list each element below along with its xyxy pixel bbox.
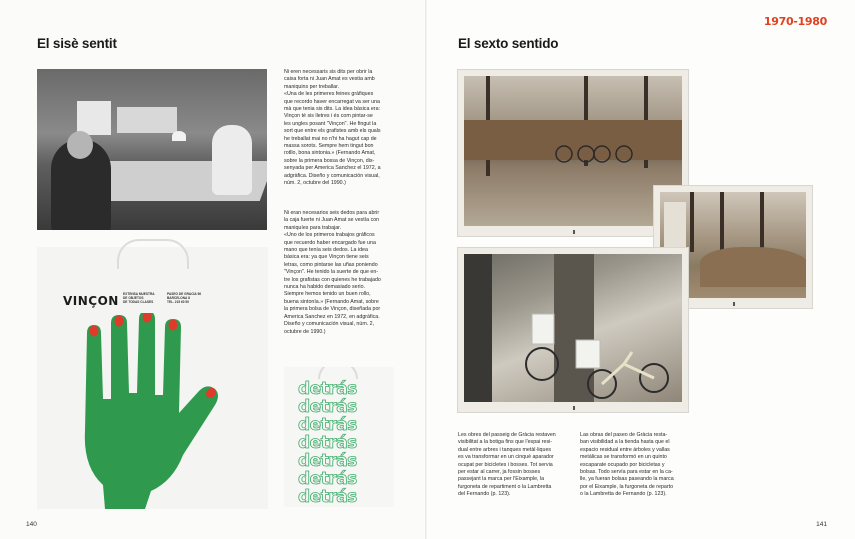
right-page-title: El sexto sentido — [458, 36, 559, 51]
detras-word-5: detrás — [298, 451, 357, 471]
detras-word-2: detrás — [298, 397, 357, 417]
right-page-number: 141 — [816, 521, 827, 528]
left-page-number: 140 — [26, 521, 37, 528]
photo-mark — [733, 302, 735, 306]
photo-mark — [573, 230, 575, 234]
nail-1 — [90, 326, 99, 337]
hand-shape — [85, 313, 218, 509]
caption-catalan: Les obres del passeig de Gràcia restaven visibilitat a la botiga fins que l'espai resi- dual entre arbres i tanques metàl·liques es va transformar en un cinquè aparador ocupat per bicicletes i bosses. Tot servia per estar al carrer, ja fossin bosses passejant la marca per l'Eixample, la furgoneta de repartiment o la Lambretta del Fernando (p. 123). — [458, 432, 556, 498]
office-shelf — [117, 107, 177, 133]
bag-handle — [117, 239, 189, 269]
nail-4 — [169, 320, 178, 331]
office-woman — [212, 125, 252, 195]
detras-word-1: detrás — [298, 379, 357, 399]
detras-word-7: detrás — [298, 487, 357, 507]
hand-illustration — [59, 313, 249, 509]
detras-word-4: detrás — [298, 433, 357, 453]
bag-info-2: PASEO DE GRACIA 96 BARCELONA 8 TEL. 215 60 50 — [167, 292, 202, 304]
body-text-catalan: Ni eren necessaris sis dits per obrir la caixa forta ni Juan Amat es vestia amb maniquins per treballar. «Una de les primeres feines gràfiques que recordo haver encarregat va ser una mà que tenia sis dits. La idea bàsica era: Vinçon té sis lletres i és com pintar-se les ungles posant "Vinçon". He fingut la sort que entre els grafistes amb els quals he treballat mai no n'hi ha hagut cap de massa sorots. Sempre hem tingut bon rotllo, bona sintonia.» (Fernando Amat, sobre la primera bossa de Vinçon, dis- senyada per America Sanchez el 1972, a adgràfica. Diseño y comunicación visual, núm. 2, octubre del 1990.) — [284, 69, 381, 187]
decade-label: 1970-1980 — [763, 15, 827, 28]
bag-info-1: EXTENSA MUESTRA DE OBJETOS DE TODAS CLASES — [123, 292, 155, 304]
bag-brand: VINÇON — [63, 294, 119, 308]
bikes-with-bags — [514, 294, 674, 402]
detras-bag — [284, 367, 394, 507]
shopfront-bikes-bags-photo — [457, 247, 689, 413]
left-page — [0, 0, 427, 539]
right-page — [427, 0, 855, 539]
detras-word-6: detrás — [298, 469, 357, 489]
body-text-spanish: Ni eran necesarios seis dedos para abrir la caja fuerte ni Juan Amat se vestía con maniquíes para trabajar. «Uno de los primeros trabajos gráficos que recuerdo haber encargado fue una mano que tenía seis dedos. La idea básica era: ya que Vinçon tiene seis letras, como pintarse las uñas poniendo "Vinçon". He tenido la suerte de que en- tre los grafistas con quienes he trabajado nunca ha habido demasiado serio. Siempre hemos tenido un buen rollo, buena sintonía.» (Fernando Amat, sobre la primera bolsa de Vinçon, diseñada por America Sanchez en 1972, en adgráfica. Diseño y comunicación visual, núm. 2, octubre de 1990.) — [284, 210, 381, 335]
office-lamp — [172, 131, 186, 141]
vincon-hand-bag — [37, 247, 268, 509]
nail-2 — [115, 316, 124, 327]
left-page-title: El sisè sentit — [37, 36, 117, 51]
shopfront-bikes-bags-image — [464, 254, 682, 402]
detras-word-3: detrás — [298, 415, 357, 435]
office-poster — [77, 101, 111, 135]
parked-bikes — [554, 134, 634, 164]
street-photo-bikes-image — [464, 76, 682, 226]
office-photo — [37, 69, 267, 230]
caption-spanish: Las obras del paseo de Gràcia resta- ban visibilidad a la tienda hasta que el espacio residual entre árboles y vallas metálicas se transformó en un quinto escaparate ocupado por bicicletas y bolsas. Todo servía para estar en la ca- lle, ya fueran bolsas paseando la marca por el Eixample, la furgoneta de reparto o la Lambretta de Fernando (p. 123). — [580, 432, 674, 498]
office-man-head — [67, 131, 93, 159]
small-bag-handle — [318, 367, 358, 379]
photo-mark — [573, 406, 575, 410]
